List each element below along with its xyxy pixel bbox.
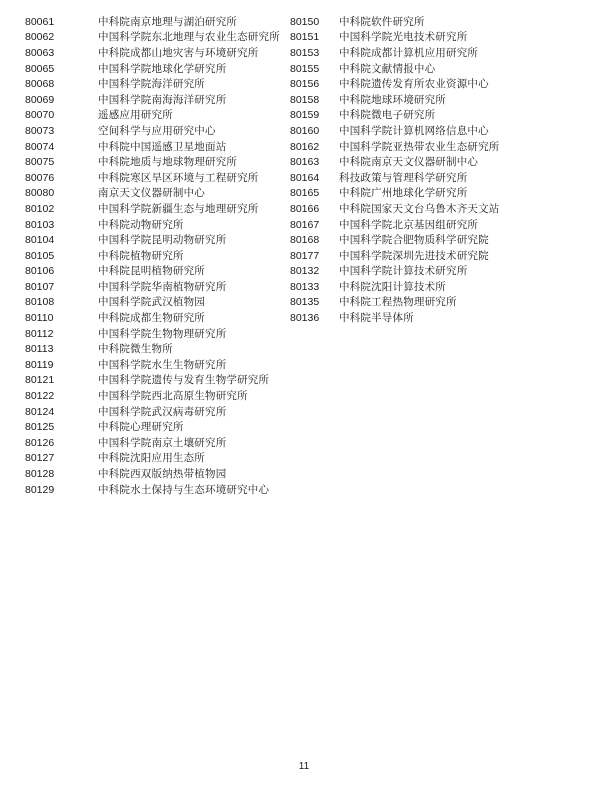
list-item xyxy=(25,279,283,295)
list-item xyxy=(25,295,283,311)
list-item xyxy=(25,154,283,170)
institute-name: 中科院成都山地灾害与环境研究所 xyxy=(98,46,259,59)
institute-name: 中国科学院武汉植物园 xyxy=(98,296,205,309)
institute-name: 中国科学院海洋研究所 xyxy=(98,78,205,91)
institute-name: 中科院心理研究所 xyxy=(98,421,184,434)
institute-name: 中科院沈阳计算技术所 xyxy=(339,280,446,293)
institute-name: 中国科学院深圳先进技术研究院 xyxy=(339,249,489,262)
institute-name: 中国科学院西北高原生物研究所 xyxy=(98,390,248,403)
institute-code: 80068 xyxy=(25,78,55,91)
list-item xyxy=(25,264,283,280)
list-item xyxy=(25,357,283,373)
institute-code: 80108 xyxy=(25,296,55,309)
institute-code: 80166 xyxy=(290,202,320,215)
institute-code: 80103 xyxy=(25,218,55,231)
institute-name: 中国科学院遗传与发育生物学研究所 xyxy=(98,374,270,387)
list-item xyxy=(25,170,283,186)
list-item xyxy=(25,14,283,30)
institute-name: 中科院地质与地球物理研究所 xyxy=(98,156,238,169)
institute-code: 80074 xyxy=(25,140,55,153)
institute-name: 中科院中国遥感卫星地面站 xyxy=(98,140,227,153)
list-item xyxy=(25,186,283,202)
institute-code: 80076 xyxy=(25,171,55,184)
institute-code: 80107 xyxy=(25,280,55,293)
list-item xyxy=(290,108,590,124)
right-column xyxy=(290,14,590,326)
list-item xyxy=(290,45,590,61)
institute-name: 中国科学院合肥物质科学研究院 xyxy=(339,234,489,247)
list-item xyxy=(290,170,590,186)
list-item xyxy=(25,310,283,326)
institute-code: 80164 xyxy=(290,171,320,184)
institute-code: 80162 xyxy=(290,140,320,153)
list-item xyxy=(290,92,590,108)
institute-name: 中科院西双版纳热带植物园 xyxy=(98,468,227,481)
institute-code: 80065 xyxy=(25,62,55,75)
institute-code: 80177 xyxy=(290,249,320,262)
institute-name: 中国科学院水生生物研究所 xyxy=(98,358,227,371)
institute-name: 中科院微电子研究所 xyxy=(339,109,436,122)
institute-code: 80122 xyxy=(25,390,55,403)
institute-name: 中国科学院新疆生态与地理研究所 xyxy=(98,202,259,215)
institute-name: 中国科学院武汉病毒研究所 xyxy=(98,405,227,418)
list-item xyxy=(290,123,590,139)
list-item xyxy=(25,248,283,264)
institute-code: 80156 xyxy=(290,78,320,91)
list-item xyxy=(25,482,283,498)
institute-code: 80165 xyxy=(290,187,320,200)
institute-code: 80132 xyxy=(290,265,320,278)
institute-name: 中科院地球环境研究所 xyxy=(339,93,446,106)
institute-code: 80106 xyxy=(25,265,55,278)
list-item xyxy=(290,201,590,217)
institute-name: 中国科学院地球化学研究所 xyxy=(98,62,227,75)
institute-code: 80129 xyxy=(25,483,55,496)
institute-code: 80163 xyxy=(290,156,320,169)
list-item xyxy=(25,326,283,342)
institute-code: 80113 xyxy=(25,343,54,356)
institute-name: 遥感应用研究所 xyxy=(98,109,173,122)
institute-code: 80168 xyxy=(290,234,320,247)
institute-name: 南京天文仪器研制中心 xyxy=(98,187,205,200)
institute-name: 中国科学院南海海洋研究所 xyxy=(98,93,227,106)
institute-name: 中科院动物研究所 xyxy=(98,218,184,231)
list-item xyxy=(25,404,283,420)
institute-code: 80133 xyxy=(290,280,320,293)
list-item xyxy=(290,14,590,30)
list-item xyxy=(290,30,590,46)
institute-code: 80150 xyxy=(290,15,320,28)
list-item xyxy=(290,139,590,155)
institute-name: 中科院成都计算机应用研究所 xyxy=(339,46,479,59)
institute-name: 中科院遗传发育所农业资源中心 xyxy=(339,78,489,91)
institute-code: 80153 xyxy=(290,46,320,59)
institute-name: 中国科学院光电技术研究所 xyxy=(339,31,468,44)
institute-name: 中国科学院北京基因组研究所 xyxy=(339,218,479,231)
institute-code: 80073 xyxy=(25,124,55,137)
institute-code: 80135 xyxy=(290,296,320,309)
list-item xyxy=(25,61,283,77)
institute-code: 80159 xyxy=(290,109,320,122)
institute-code: 80167 xyxy=(290,218,320,231)
list-item xyxy=(25,123,283,139)
list-item xyxy=(290,279,590,295)
institute-name: 中科院沈阳应用生态所 xyxy=(98,452,205,465)
institute-code: 80062 xyxy=(25,31,55,44)
list-item xyxy=(25,466,283,482)
list-item xyxy=(25,341,283,357)
institute-name: 中国科学院昆明动物研究所 xyxy=(98,234,227,247)
page-number: 11 xyxy=(298,761,310,772)
institute-code: 80136 xyxy=(290,312,320,325)
list-item xyxy=(25,435,283,451)
list-item xyxy=(25,232,283,248)
list-item xyxy=(25,108,283,124)
list-item xyxy=(25,45,283,61)
institute-code: 80105 xyxy=(25,249,55,262)
list-item xyxy=(290,186,590,202)
institute-name: 中国科学院生物物理研究所 xyxy=(98,327,227,340)
institute-code: 80128 xyxy=(25,468,55,481)
institute-code: 80063 xyxy=(25,46,55,59)
institute-code: 80158 xyxy=(290,93,320,106)
institute-name: 中科院成都生物研究所 xyxy=(98,312,205,325)
institute-code: 80075 xyxy=(25,156,55,169)
institute-code: 80104 xyxy=(25,234,55,247)
institute-code: 80121 xyxy=(25,374,55,387)
institute-code: 80110 xyxy=(25,312,54,325)
list-item xyxy=(25,76,283,92)
list-item xyxy=(25,217,283,233)
institute-name: 中科院水土保持与生态环境研究中心 xyxy=(98,483,270,496)
institute-code: 80112 xyxy=(25,327,54,340)
list-item xyxy=(290,248,590,264)
list-item xyxy=(25,30,283,46)
institute-code: 80155 xyxy=(290,62,320,75)
institute-code: 80080 xyxy=(25,187,55,200)
left-column xyxy=(25,14,283,497)
list-item xyxy=(25,451,283,467)
list-item xyxy=(25,139,283,155)
institute-name: 中科院南京天文仪器研制中心 xyxy=(339,156,479,169)
list-item xyxy=(290,264,590,280)
list-item xyxy=(290,76,590,92)
institute-name: 中国科学院华南植物研究所 xyxy=(98,280,227,293)
institute-name: 中国科学院计算技术研究所 xyxy=(339,265,468,278)
institute-name: 中科院南京地理与湖泊研究所 xyxy=(98,15,238,28)
institute-name: 中科院半导体所 xyxy=(339,312,414,325)
institute-name: 中科院昆明植物研究所 xyxy=(98,265,205,278)
institute-code: 80119 xyxy=(25,358,54,371)
institute-name: 中科院工程热物理研究所 xyxy=(339,296,457,309)
institute-code: 80160 xyxy=(290,124,320,137)
list-item xyxy=(290,310,590,326)
list-item xyxy=(290,217,590,233)
list-item xyxy=(290,232,590,248)
institute-name: 中国科学院南京土壤研究所 xyxy=(98,436,227,449)
list-item xyxy=(25,373,283,389)
institute-code: 80124 xyxy=(25,405,55,418)
institute-name: 中科院广州地球化学研究所 xyxy=(339,187,468,200)
list-item xyxy=(25,92,283,108)
institute-code: 80070 xyxy=(25,109,55,122)
institute-code: 80126 xyxy=(25,436,55,449)
institute-name: 中科院微生物所 xyxy=(98,343,173,356)
institute-name: 中国科学院东北地理与农业生态研究所 xyxy=(98,31,280,44)
institute-name: 中科院软件研究所 xyxy=(339,15,425,28)
list-item xyxy=(290,61,590,77)
institute-name: 科技政策与管理科学研究所 xyxy=(339,171,468,184)
institute-name: 中国科学院亚热带农业生态研究所 xyxy=(339,140,500,153)
institute-code: 80151 xyxy=(290,31,320,44)
institute-name: 中科院植物研究所 xyxy=(98,249,184,262)
list-item xyxy=(25,388,283,404)
institute-name: 中科院寒区旱区环境与工程研究所 xyxy=(98,171,259,184)
list-item xyxy=(290,295,590,311)
institute-code: 80069 xyxy=(25,93,55,106)
institute-code: 80061 xyxy=(25,15,55,28)
institute-code: 80125 xyxy=(25,421,55,434)
institute-name: 中科院文献情报中心 xyxy=(339,62,436,75)
list-item xyxy=(25,419,283,435)
institute-name: 中科院国家天文台乌鲁木齐天文站 xyxy=(339,202,500,215)
institute-name: 空间科学与应用研究中心 xyxy=(98,124,216,137)
institute-code: 80127 xyxy=(25,452,55,465)
institute-code: 80102 xyxy=(25,202,55,215)
institute-name: 中国科学院计算机网络信息中心 xyxy=(339,124,489,137)
list-item xyxy=(25,201,283,217)
list-item xyxy=(290,154,590,170)
